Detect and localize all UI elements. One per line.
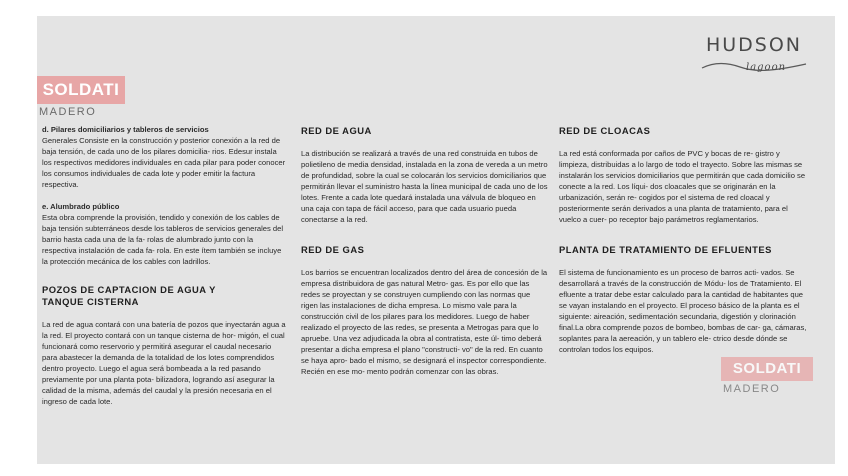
column-middle	[301, 125, 549, 377]
pozos-heading: POZOS DE CAPTACION DE AGUA Y TANQUE CISTERNA	[42, 284, 216, 307]
watermark-sub: MADERO	[39, 106, 97, 118]
red-gas-text: Los barrios se encuentran localizados dentro del área de concesión de la empresa distribuidora de gas natural Metro- gas. Es por ello que las redes se proyectan y se construyen cumpliendo con las normas que rigen las instalaciones de dicha empresa. Lo mismo vale para la construcción civil de los pilares para los medidores. Luego de haber realizado el proyecto de las redes, se presenta a Metrogas para que lo apruebe. Una vez adjudicada la obra al contratista, este úl- timo deberá presentar a dicha empresa el plano "constructi- vo" de la red. En cuanto se haya apro- bado el mismo, se designará el inspector correspondiente. Recién en ese mo- mento podrán comenzar con las obras.	[301, 268, 548, 376]
red-agua-text: La distribución se realizará a través de una red construida en tubos de polietileno de media densidad, instalada en la zona de vereda a un metro de profundidad, sobre la cual se colocarán los servicios domiciliarios que permitirán llevar el suministro hasta la línea municipal de cada uno de los lotes. Frente a cada lote quedará instalada una válvula de bloqueo en una caja con tapa de fácil acceso, para que cada usuario pueda conectarse a la red.	[301, 149, 548, 224]
pozos-text: La red de agua contará con una batería de pozos que inyectarán agua a la red. El proyecto contará con un tanque cisterna de hor- migón, el cual funcionará como reservorio y permitirá asegurar el caudal necesario para abastecer la demanda de la totalidad de los lotes comprendidos dentro proyecto. Luego el agua será bombeada a la red pasando previamente por una planta pota- bilizadora, logrando así asegurar la calidad de la misma, además del caudal y la presión necesaria en el ingreso de cada lote.	[42, 320, 286, 406]
alumbrado-heading: e. Alumbrado público	[42, 202, 120, 211]
hudson-lagoon-logo	[698, 34, 810, 82]
column-left	[42, 124, 288, 407]
planta-tratamiento-text: El sistema de funcionamiento es un proceso de barros acti- vados. Se desarrollará a través de la construcción de Módu- los de Tratamiento. El efluente a tratar debe estar calculado para la cantidad de habitantes que se vayan instalando en el proyecto. El proceso básico de la planta es el siguiente: aireación, sedimentación secundaria, digestión y clorinación final.La obra comprende pozos de bombeo, bombas de car- ga, cámaras, soplantes para la aereación, y un tablero ele- ctrico desde dónde se controlan todos los equipos.	[559, 268, 807, 354]
pilares-text: Generales Consiste en la construcción y posterior conexión a la red de baja tensión, de cada uno de los pilares domicilia- rios. Edesur instala los respectivos medidores individuales en cada pilar para poder conocer los consumos individuales de cada lote y poder emitir la factura respectiva.	[42, 136, 286, 189]
watermark-bottom-right	[721, 357, 813, 395]
red-gas-heading: RED DE GAS	[301, 244, 365, 255]
brand-name: HUDSON	[705, 34, 803, 56]
red-cloacas-heading: RED DE CLOACAS	[559, 125, 651, 136]
alumbrado-text: Esta obra comprende la provisión, tendido y conexión de los cables de baja tensión subterráneos desde los tableros de servicios generales del barrio hasta cada una de la fa- rolas de alumbrado junto con la respectiva instalación de cada fa- rola. En este ítem también se incluye la protección mecánica de los cables con ladrillos.	[42, 213, 284, 266]
column-right	[559, 125, 807, 355]
watermark-box-2: SOLDATI	[721, 357, 813, 381]
planta-tratamiento-heading: PLANTA DE TRATAMIENTO DE EFLUENTES	[559, 244, 772, 255]
pilares-heading: d. Pilares domiciliarios y tableros de servicios	[42, 125, 209, 134]
watermark-top-left	[37, 76, 125, 118]
red-cloacas-text: La red está conformada por caños de PVC y bocas de re- gistro y limpieza, distribuidas a lo largo de todo el trayecto. Sobre las mismas se instalarán los servicios domiciliarios que permitirán que cada domicilio se conecte a la red. Los líqui- dos cloacales que se originarán en la urbanización, serán re- cogidos por el sistema de red cloacal y posteriormente serán derivados a una planta de tratamiento, para el vuelco a cuer- po receptor bajo parámetros reglamentarios.	[559, 149, 806, 224]
brand-subtitle: lagoon	[746, 62, 787, 73]
watermark-sub-2: MADERO	[723, 383, 781, 395]
watermark-box: SOLDATI	[37, 76, 125, 104]
red-agua-heading: RED DE AGUA	[301, 125, 372, 136]
